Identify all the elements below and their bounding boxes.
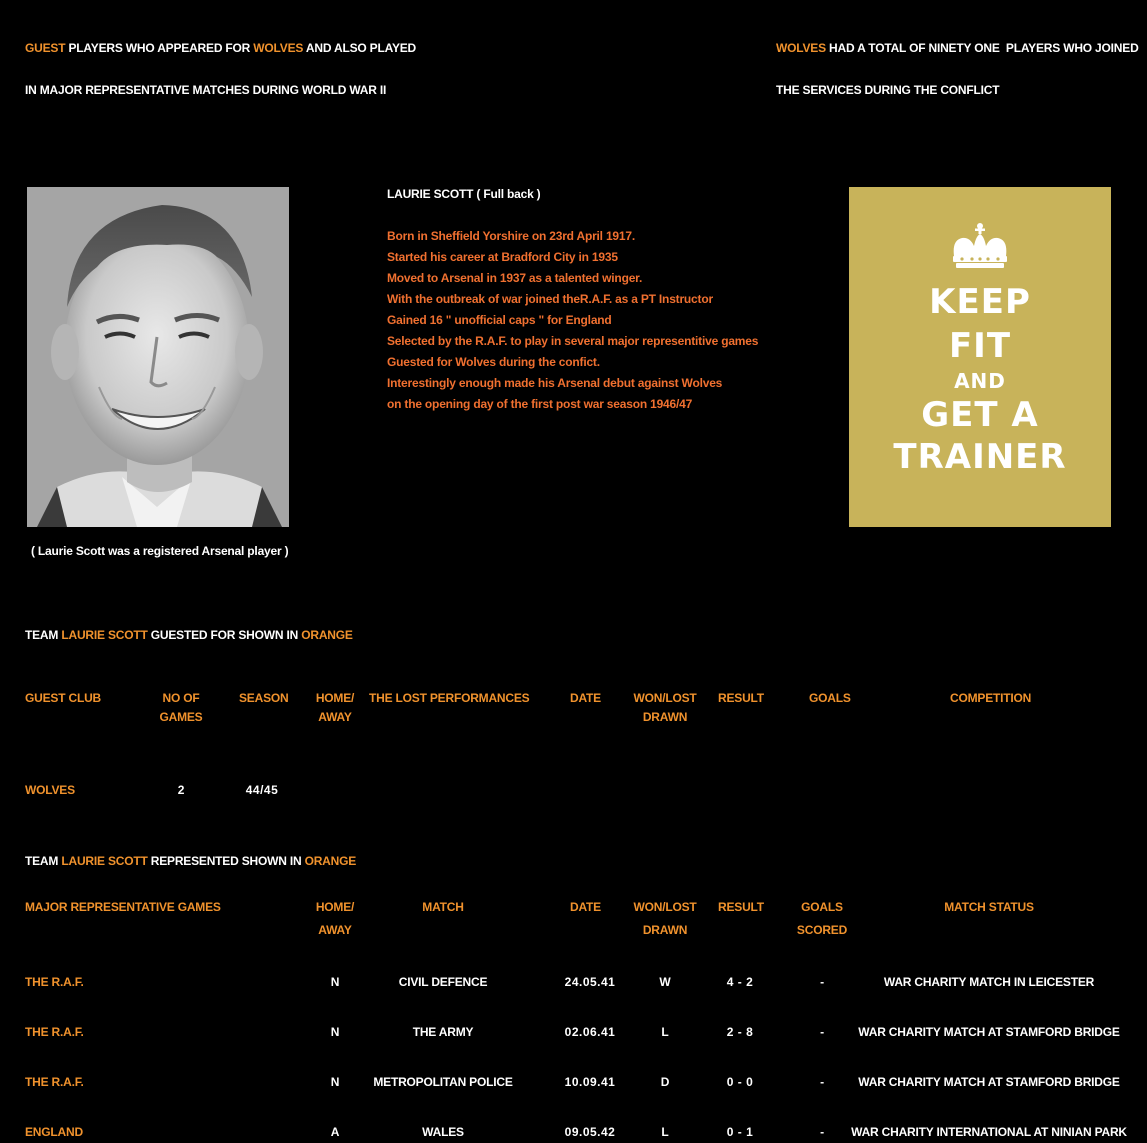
rep-header-result: RESULT bbox=[718, 900, 764, 914]
rep-cell-goals: - bbox=[820, 1025, 824, 1039]
player-photo bbox=[27, 187, 289, 527]
guest-header-home bbox=[305, 691, 365, 724]
represented-heading bbox=[25, 854, 356, 868]
photo-caption: ( Laurie Scott was a registered Arsenal player ) bbox=[31, 544, 289, 558]
rep-header-games: MAJOR REPRESENTATIVE GAMES bbox=[25, 900, 221, 914]
poster-line-get-a: GET A bbox=[921, 395, 1039, 435]
text-segment: HAD A TOTAL OF NINETY ONE PLAYERS WHO JOINED bbox=[825, 41, 1139, 55]
guest-header-result: RESULT bbox=[718, 691, 764, 705]
rep-cell-team: THE R.A.F. bbox=[25, 1025, 84, 1039]
rep-cell-venue: N bbox=[330, 1025, 340, 1039]
rep-cell-wl: D bbox=[660, 1075, 670, 1089]
bio-line: on the opening day of the first post war season 1946/47 bbox=[387, 397, 693, 411]
bio-line: Started his career at Bradford City in 1935 bbox=[387, 250, 618, 264]
bio-line: Born in Sheffield Yorshire on 23rd April 1917. bbox=[387, 229, 635, 243]
text-segment: WOLVES bbox=[776, 41, 826, 55]
header-left-line1 bbox=[25, 41, 416, 55]
rep-cell-status: WAR CHARITY MATCH IN LEICESTER bbox=[883, 975, 1095, 989]
guest-header-wl-line1: WON/LOST bbox=[633, 691, 697, 705]
guest-header-wl bbox=[625, 691, 705, 724]
rep-cell-wl: W bbox=[659, 975, 671, 989]
bio-line: Moved to Arsenal in 1937 as a talented winger. bbox=[387, 271, 643, 285]
rep-header-goals bbox=[792, 900, 852, 937]
rep-cell-match: METROPOLITAN POLICE bbox=[373, 1075, 513, 1089]
header-right-line1 bbox=[776, 41, 1139, 55]
guested-heading bbox=[25, 628, 353, 642]
guest-header-games-line1: NO OF bbox=[162, 691, 200, 705]
guest-row-club: WOLVES bbox=[25, 783, 75, 797]
text-segment: TEAM bbox=[25, 628, 62, 642]
guest-row-games: 2 bbox=[177, 783, 185, 797]
rep-header-goals-line2: SCORED bbox=[796, 923, 848, 937]
guest-header-competition: COMPETITION bbox=[950, 691, 1032, 705]
rep-header-goals-line1: GOALS bbox=[801, 900, 843, 914]
rep-cell-team: THE R.A.F. bbox=[25, 1075, 84, 1089]
rep-header-match: MATCH bbox=[422, 900, 464, 914]
rep-cell-goals: - bbox=[820, 1075, 824, 1089]
poster-line-keep: KEEP bbox=[929, 282, 1031, 322]
bio-line: Selected by the R.A.F. to play in several major representitive games bbox=[387, 334, 759, 348]
rep-cell-result: 0 - 1 bbox=[726, 1125, 754, 1139]
rep-cell-status: WAR CHARITY MATCH AT STAMFORD BRIDGE bbox=[858, 1075, 1120, 1089]
text-segment: LAURIE SCOTT bbox=[61, 854, 148, 868]
bio-line: Guested for Wolves during the confict. bbox=[387, 355, 600, 369]
rep-cell-date: 09.05.42 bbox=[564, 1125, 616, 1139]
rep-header-wl bbox=[625, 900, 705, 937]
rep-cell-match: WALES bbox=[422, 1125, 464, 1139]
poster-line-and: AND bbox=[954, 369, 1006, 393]
crown-icon bbox=[948, 222, 1012, 274]
text-segment: ORANGE bbox=[301, 628, 353, 642]
text-segment: PLAYERS WHO APPEARED FOR bbox=[65, 41, 254, 55]
bio-line: Gained 16 " unofficial caps " for England bbox=[387, 313, 612, 327]
guest-header-season: SEASON bbox=[239, 691, 289, 705]
poster-line-trainer: TRAINER bbox=[893, 437, 1067, 477]
rep-cell-wl: L bbox=[661, 1125, 669, 1139]
poster-line-fit: FIT bbox=[948, 326, 1012, 366]
guest-header-goals: GOALS bbox=[809, 691, 851, 705]
rep-cell-team: THE R.A.F. bbox=[25, 975, 84, 989]
guest-header-club: GUEST CLUB bbox=[25, 691, 102, 705]
guest-header-home-line1: HOME/ bbox=[315, 691, 355, 705]
rep-cell-venue: A bbox=[330, 1125, 340, 1139]
header-left-line2: IN MAJOR REPRESENTATIVE MATCHES DURING WORLD WAR II bbox=[25, 83, 387, 97]
guest-header-date: DATE bbox=[570, 691, 601, 705]
rep-cell-result: 2 - 8 bbox=[726, 1025, 754, 1039]
rep-cell-date: 24.05.41 bbox=[564, 975, 616, 989]
rep-cell-wl: L bbox=[661, 1025, 669, 1039]
rep-header-home bbox=[305, 900, 365, 937]
header-right-line2: THE SERVICES DURING THE CONFLICT bbox=[776, 83, 1000, 97]
rep-cell-status: WAR CHARITY MATCH AT STAMFORD BRIDGE bbox=[858, 1025, 1120, 1039]
rep-header-home-line2: AWAY bbox=[318, 923, 352, 937]
text-segment: GUESTED FOR SHOWN IN bbox=[147, 628, 302, 642]
bio-line: With the outbreak of war joined theR.A.F. as a PT Instructor bbox=[387, 292, 713, 306]
rep-cell-venue: N bbox=[330, 1075, 340, 1089]
text-segment: ORANGE bbox=[304, 854, 357, 868]
text-segment: AND ALSO PLAYED bbox=[303, 41, 417, 55]
rep-cell-status: WAR CHARITY INTERNATIONAL AT NINIAN PARK bbox=[851, 1125, 1127, 1139]
text-segment: WOLVES bbox=[253, 41, 304, 55]
rep-header-date: DATE bbox=[570, 900, 601, 914]
rep-header-status: MATCH STATUS bbox=[944, 900, 1034, 914]
rep-header-wl-line2: DRAWN bbox=[642, 923, 688, 937]
rep-cell-date: 02.06.41 bbox=[564, 1025, 616, 1039]
rep-cell-team: ENGLAND bbox=[25, 1125, 83, 1139]
text-segment: REPRESENTED SHOWN IN bbox=[147, 854, 305, 868]
rep-cell-venue: N bbox=[330, 975, 340, 989]
rep-cell-match: THE ARMY bbox=[412, 1025, 474, 1039]
text-segment: TEAM bbox=[25, 854, 62, 868]
bio-line: Interestingly enough made his Arsenal debut against Wolves bbox=[387, 376, 723, 390]
rep-header-home-line1: HOME/ bbox=[315, 900, 355, 914]
guest-header-wl-line2: DRAWN bbox=[642, 710, 688, 724]
rep-header-wl-line1: WON/LOST bbox=[633, 900, 697, 914]
text-segment: GUEST bbox=[25, 41, 66, 55]
guest-header-games-line2: GAMES bbox=[159, 710, 203, 724]
rep-cell-goals: - bbox=[820, 1125, 824, 1139]
rep-cell-result: 4 - 2 bbox=[726, 975, 754, 989]
rep-cell-goals: - bbox=[820, 975, 824, 989]
text-segment: LAURIE SCOTT bbox=[61, 628, 148, 642]
rep-cell-match: CIVIL DEFENCE bbox=[398, 975, 488, 989]
guest-header-games bbox=[151, 691, 211, 724]
keep-fit-poster bbox=[849, 187, 1111, 527]
rep-cell-result: 0 - 0 bbox=[726, 1075, 754, 1089]
guest-header-lost: THE LOST PERFORMANCES bbox=[369, 691, 530, 705]
guest-header-home-line2: AWAY bbox=[318, 710, 352, 724]
guest-row-season: 44/45 bbox=[245, 783, 279, 797]
player-name: LAURIE SCOTT ( Full back ) bbox=[387, 187, 541, 201]
rep-cell-date: 10.09.41 bbox=[564, 1075, 616, 1089]
